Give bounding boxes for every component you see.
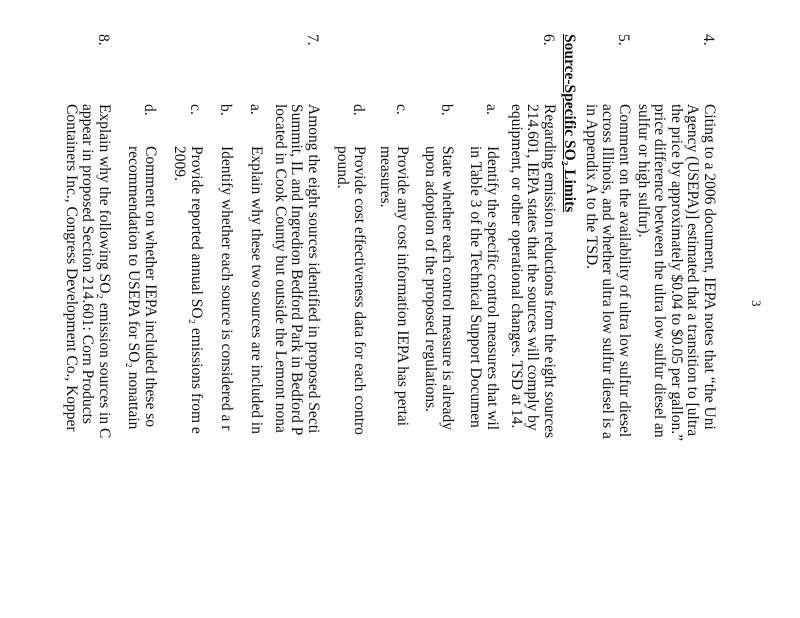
sub-item-text (377, 146, 410, 426)
sub-letter: c. (393, 104, 410, 115)
text-line: Provide cost effectiveness data for each contro (351, 146, 368, 435)
sub-letter: c. (187, 104, 204, 115)
item-8-number: 8. (95, 34, 112, 46)
text-line: Containers Inc., Congress Development Co., Kopper (63, 104, 80, 432)
text-line: Comment on the availability of ultra low sulfur diesel (616, 104, 633, 438)
text-line: price difference between the ultra low sulfur diesel an (651, 104, 669, 438)
page-number: 3 (749, 300, 764, 307)
text-line: measures. (377, 146, 395, 208)
text-line: recommendation to USEPA for SO₂ nonattain (125, 146, 143, 430)
text-line: 2009. (171, 146, 189, 181)
item-6-number: 6. (540, 34, 557, 46)
text-line: Explain why these two sources are included in (248, 146, 265, 434)
text-line: Identify the specific control measures that wil (484, 146, 501, 431)
text-line: State whether each control measure is already (439, 146, 456, 431)
text-line: Agency (USEPA)] estimated that a transition to [ultra (684, 104, 702, 437)
text-line: in Table 3 of the Technical Support Documen (467, 146, 485, 428)
text-line: in Appendix A to the TSD. (583, 104, 600, 270)
text-line: upon adoption of the proposed regulations. (422, 146, 440, 413)
section-heading: Source-Specific SO₂ Limits (561, 34, 578, 213)
sub-letter: d. (141, 104, 158, 116)
sub-item-text (125, 146, 158, 429)
sub-item-text (218, 146, 235, 430)
text-line: Regarding emission reductions from the eight sources (541, 104, 558, 439)
item-7-number: 7. (304, 34, 321, 46)
sub-letter: a. (483, 104, 500, 115)
text-line: sulfur or high sulfur). (635, 104, 652, 238)
sub-item-text (248, 146, 265, 434)
sub-letter: a. (247, 104, 264, 115)
text-line: 214.601, IEPA states that the sources will comply by (524, 104, 542, 431)
text-line: Identify whether each source is considered a r (218, 146, 235, 431)
sub-item-text (467, 146, 500, 430)
sub-item-text (171, 146, 204, 434)
text-line: Explain why the following SO₂ emission sources in C (96, 104, 113, 439)
sub-letter: b. (217, 104, 234, 116)
item-4-text (635, 104, 718, 441)
text-line: the price by approximately $0.04 to $0.05 per gallon.” (668, 104, 685, 442)
text-line: Among the eight sources identified in proposed Secti (305, 104, 322, 434)
item-5-number: 5. (615, 34, 632, 46)
text-line: Provide any cost information IEPA has pertai (394, 146, 411, 427)
text-line: Citing to a 2006 document, IEPA notes that “the Uni (701, 104, 718, 430)
sub-letter: d. (350, 104, 367, 116)
text-line: appear in proposed Section 214.601: Corn Products (79, 104, 97, 424)
sub-letter: b. (438, 104, 455, 116)
text-line: pound. (334, 146, 352, 189)
text-line: equipment, or other operational changes. TSD at 14. (508, 104, 525, 429)
item-5-text (583, 104, 633, 439)
sub-item-text (422, 146, 455, 430)
item-4-number: 4. (700, 34, 717, 46)
item-7-text (272, 104, 322, 435)
text-line: Comment on whether IEPA included these so (142, 146, 159, 427)
sub-item-text (334, 146, 367, 435)
text-line: across Illinois, and whether ultra low sulfur diesel is a (599, 104, 617, 439)
item-8-text (63, 104, 113, 438)
text-line: located in Cook County but outside the Lemont nona (272, 104, 289, 433)
text-line: Summit, IL and Ingredion Bedford Park in Bedford P (288, 104, 306, 436)
item-6-text (508, 104, 558, 438)
text-line: Provide reported annual SO₂ emissions from e (188, 146, 205, 434)
